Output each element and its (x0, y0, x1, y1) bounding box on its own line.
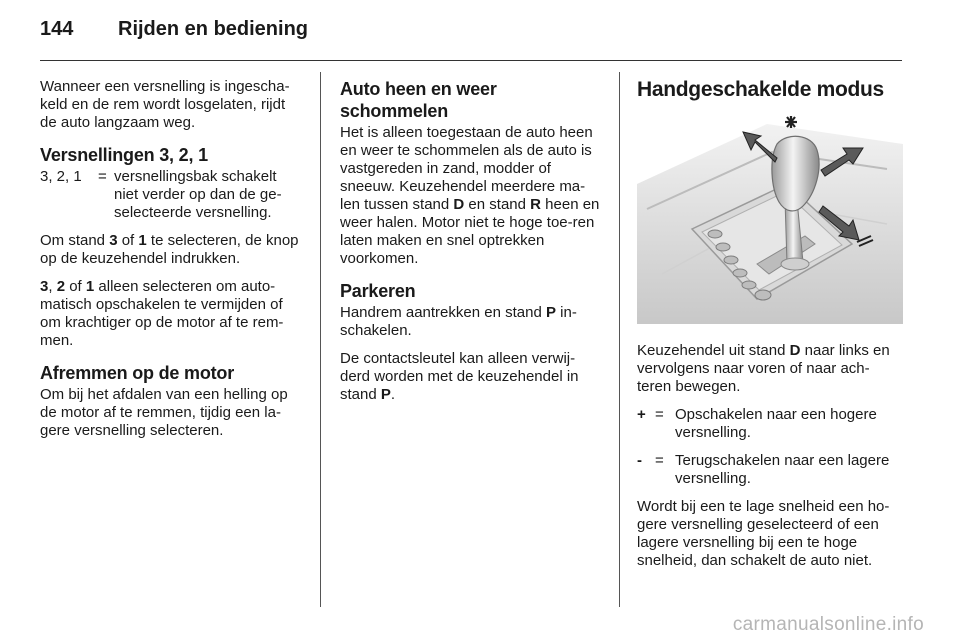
definition-gears (40, 168, 303, 222)
watermark: carmanualsonline.info (732, 614, 924, 635)
page-number: 144 (40, 18, 74, 40)
definition-key: 3, 2, 1 (40, 168, 82, 185)
definition-plus-key: + (637, 406, 646, 423)
definition-minus (637, 452, 903, 488)
definition-plus-value: Opschakelen naar een hogere versnelling. (675, 406, 877, 441)
column-divider-1 (320, 72, 321, 607)
page-header (40, 18, 308, 48)
heading-manual-mode: Handgeschakelde modus (637, 78, 884, 101)
definition-minus-equals: = (655, 452, 664, 469)
definition-plus (637, 406, 903, 442)
definition-minus-value: Terugschakelen naar een lagere versnelling. (675, 452, 890, 487)
header-rule (40, 60, 902, 61)
gear-selector-illustration-icon (637, 114, 903, 324)
paragraph-speed-note: Wordt bij een te lage snelheid een ho-gere versnelling geselecteerd of een lagere versnelling bij een te hoge snelheid, dan schakelt de auto niet. (637, 498, 890, 569)
definition-plus-equals: = (655, 406, 664, 423)
definition-equals: = (98, 168, 107, 185)
page-title: Rijden en bediening (118, 18, 309, 40)
paragraph-manual-instructions: Keuzehendel uit stand D naar links en vervolgens naar voren of naar ach-teren bewegen. (637, 342, 890, 395)
paragraph-engine-brake: Om bij het afdalen van een helling op de motor af te remmen, tijdig een la-gere versnelling selecteren. (40, 386, 288, 439)
intro-paragraph: Wanneer een versnelling is ingescha-keld en de rem wordt losgelaten, rijdt de auto langzaam weg. (40, 78, 290, 131)
column-3 (637, 78, 903, 580)
paragraph-key-removal: De contactsleutel kan alleen verwij-derd worden met de keuzehendel in stand P. (340, 350, 579, 403)
paragraph-select-3-1: Om stand 3 of 1 te selecteren, de knop op de keuzehendel indrukken. (40, 232, 299, 267)
column-1 (40, 78, 303, 450)
paragraph-select-321: 3, 2 of 1 alleen selecteren om auto-matisch opschakelen te vermijden of om krachtiger op de motor af te rem-men. (40, 278, 284, 349)
column-divider-2 (619, 72, 620, 607)
column-2 (340, 78, 603, 414)
heading-rocking: Auto heen en weer schommelen (340, 79, 497, 121)
heading-gears: Versnellingen 3, 2, 1 (40, 145, 208, 165)
definition-minus-key: - (637, 452, 642, 469)
heading-parking: Parkeren (340, 281, 416, 301)
heading-engine-brake: Afremmen op de motor (40, 363, 235, 383)
definition-value: versnellingsbak schakelt niet verder op dan de ge-selecteerde versnelling. (114, 168, 282, 221)
paragraph-rocking: Het is alleen toegestaan de auto heen en weer te schommelen als de auto is vastgereden in zand, modder of sneeuw. Keuzehendel meerdere ma-len tussen stand D en stand R heen en weer halen. Motor niet te hoge toe-ren laten maken en snel optrekken voorkomen. (340, 124, 600, 267)
paragraph-parking: Handrem aantrekken en stand P in-schakelen. (340, 304, 577, 339)
